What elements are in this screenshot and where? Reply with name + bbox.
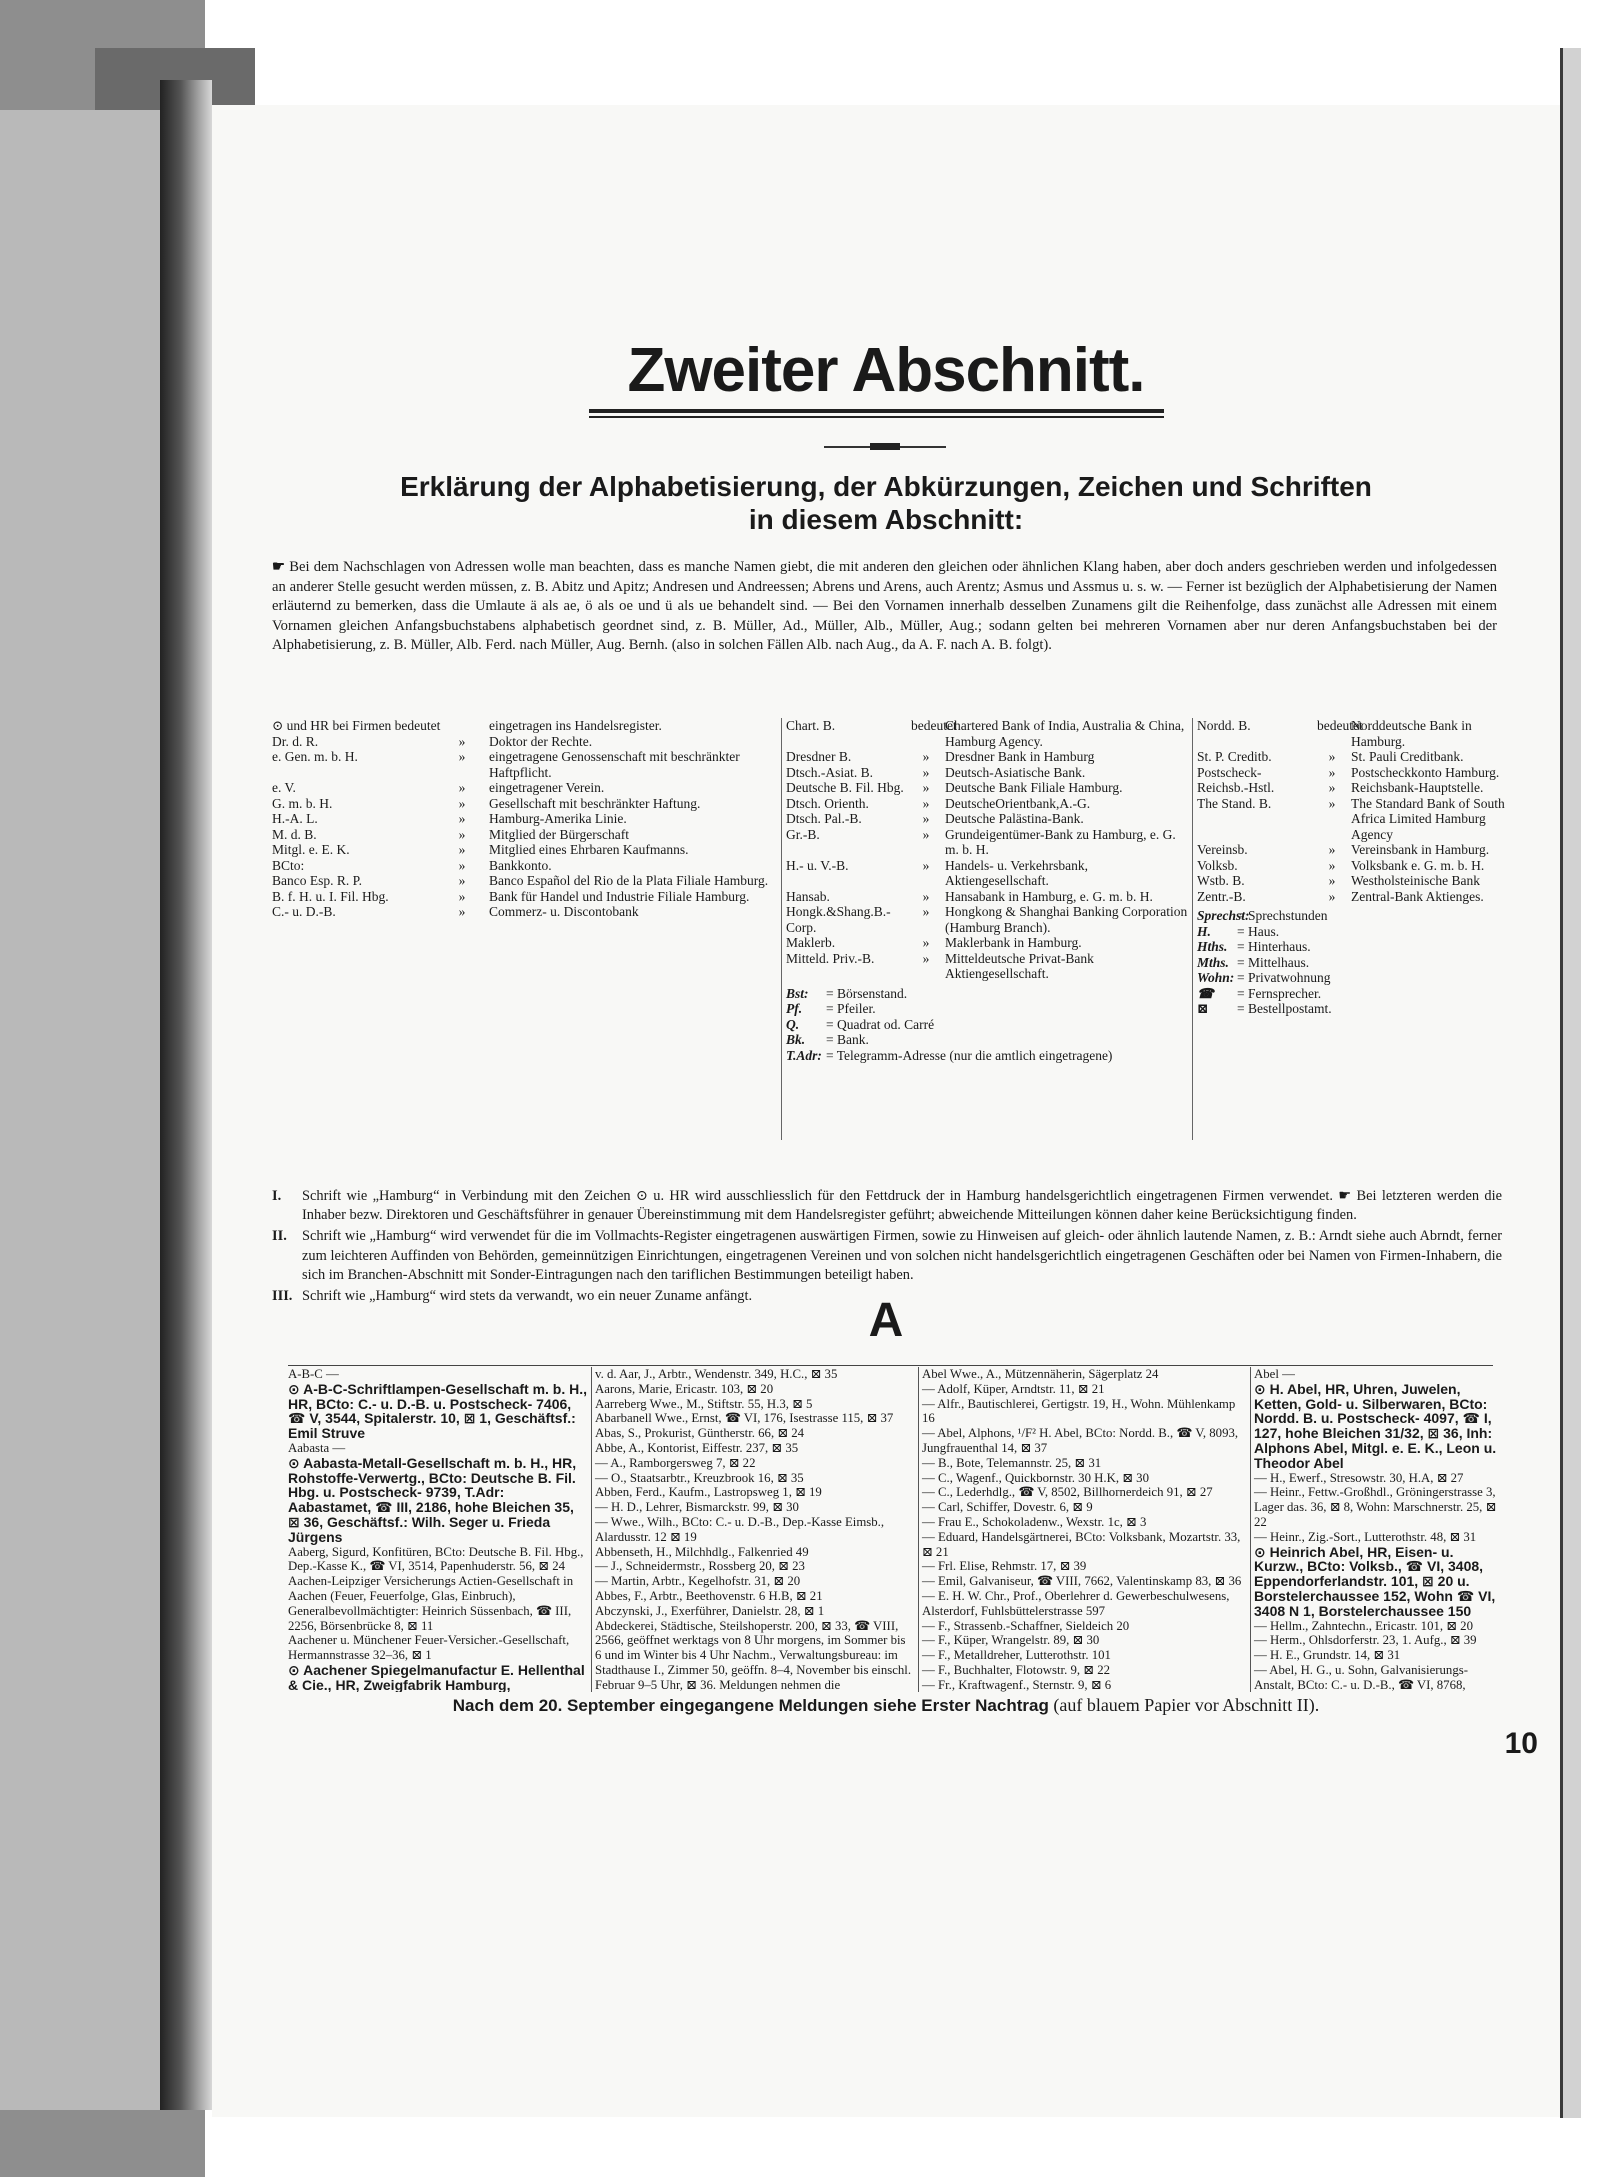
directory-entry: Abbe, A., Kontorist, Eiffestr. 237, ⊠ 35 xyxy=(595,1440,799,1455)
directory-entry: Abel Wwe., A., Mützennäherin, Sägerplatz 24 xyxy=(922,1367,1159,1381)
symbol-meaning: = Haus. xyxy=(1237,923,1280,939)
abbreviation-marker: » xyxy=(1328,857,1336,873)
abbreviation-row xyxy=(786,935,1191,951)
symbol-meaning: = Börsenstand. xyxy=(826,985,908,1001)
abbreviation-term: Chart. B. xyxy=(786,718,836,733)
abbreviation-row xyxy=(786,718,1191,749)
abbreviation-term: Zentr.-B. xyxy=(1197,888,1246,904)
abbreviation-meaning: Mitglied der Bürgerschaft xyxy=(489,826,629,842)
abbreviation-row xyxy=(272,718,777,734)
symbol-meaning: = Sprechstunden xyxy=(1237,908,1328,923)
scan-right-border xyxy=(1560,48,1581,2118)
directory-entry: — F., Buchhalter, Flotowstr. 9, ⊠ 22 xyxy=(922,1662,1110,1677)
typeface-text: Schrift wie „Hamburg“ in Verbindung mit den Zeichen ⊙ u. HR wird ausschliesslich für den Fettdruck der in Hamburg handelsgerichtlich eingetragenen Firmen verwendet. ☛ Bei letzteren werden die Inhaber bezw. Direktoren und Geschäftsführer in genauer Übereinstimmung mit dem Handelsregister geführt; abweichende Mitteilungen können daher keine Berücksichtigung finden. xyxy=(302,1188,1502,1224)
abbreviation-meaning: eingetragen ins Handelsregister. xyxy=(489,718,662,733)
abbreviation-row xyxy=(1197,749,1509,765)
abbreviation-term: St. P. Creditb. xyxy=(1197,749,1272,764)
abbreviation-marker: » xyxy=(458,826,466,842)
title-underline-thick xyxy=(589,409,1164,413)
typeface-paragraph xyxy=(272,1227,1502,1285)
directory-column-4 xyxy=(1250,1367,1497,1692)
symbol-meaning: = Privatwohnung xyxy=(1237,970,1331,985)
abbreviation-meaning: Handels- u. Verkehrsbank, Aktiengesellschaft. xyxy=(945,857,1088,888)
directory-entry: — C., Wagenf., Quickbornstr. 30 H.K, ⊠ 30 xyxy=(922,1470,1149,1485)
abbreviation-meaning: Banco Español del Rio de la Plata Filiale Hamburg. xyxy=(489,873,769,888)
directory-entry: Aaberg, Sigurd, Konfitüren, BCto: Deutsche B. Fil. Hbg., Dep.-Kasse K., ☎ VI, 3514, Papenhuderstr. 56, ⊠ 24 xyxy=(288,1544,584,1574)
abbreviation-meaning: Doktor der Rechte. xyxy=(489,733,593,749)
abbreviation-marker: » xyxy=(922,935,930,950)
directory-entry: ⊙ Aabasta-Metall-Gesellschaft m. b. H., HR, Rohstoffe-Verwertg., BCto: Deutsche B. Fil. Hbg. u. Postscheck- 9739, T.Adr: Aabastamet, ☎ III, 2186, hohe Bleichen 35, ⊠ 36, Geschäftsf.: Wilh. Seger u. Frieda Jürgens xyxy=(288,1454,577,1545)
abbreviation-term: Vereinsb. xyxy=(1197,842,1248,857)
section-title: Zweiter Abschnitt. xyxy=(627,336,1145,405)
abbreviation-marker: » xyxy=(1328,888,1336,904)
symbol-row xyxy=(1197,986,1509,1002)
directory-entry: ⊙ A-B-C-Schriftlampen-Gesellschaft m. b. H., HR, BCto: C.- u. D.-B. u. Postscheck- 7406, ☎ V, 3544, Spitalerstr. 10, ⊠ 1, Geschäftsf.: Emil Struve xyxy=(288,1380,588,1442)
symbol-row xyxy=(786,986,1191,1002)
symbol-meaning: = Quadrat od. Carré xyxy=(826,1016,935,1032)
directory-entry: A-B-C — xyxy=(288,1367,339,1381)
scan-top-margin xyxy=(0,0,1600,48)
address-directory xyxy=(288,1367,1497,1692)
symbol-row xyxy=(786,1048,1191,1064)
ornament-center xyxy=(870,443,900,450)
abbreviation-term: Dresdner B. xyxy=(786,749,852,764)
abbreviation-marker: » xyxy=(458,749,466,764)
directory-entry: — H. D., Lehrer, Bismarckstr. 99, ⊠ 30 xyxy=(595,1500,799,1515)
directory-entry: — B., Bote, Telemannstr. 25, ⊠ 31 xyxy=(922,1455,1102,1470)
abbreviation-column-1 xyxy=(272,718,777,1140)
abbreviation-row xyxy=(1197,718,1509,749)
symbol-meaning: = Hinterhaus. xyxy=(1237,939,1311,954)
abbreviation-row xyxy=(1197,873,1509,889)
abbreviation-marker: » xyxy=(1328,873,1336,888)
abbreviation-row xyxy=(272,889,777,905)
abbreviation-meaning: Mitteldeutsche Privat-Bank Aktiengesellschaft. xyxy=(945,950,1094,981)
symbol-term: Hths. xyxy=(1197,939,1228,954)
section-letter: A xyxy=(868,1294,904,1347)
abbreviation-marker: » xyxy=(458,842,466,857)
directory-entry: Abbes, F., Arbtr., Beethovenstr. 6 H.B, ⊠ 21 xyxy=(595,1588,823,1603)
abbreviation-marker: » xyxy=(922,826,930,842)
abbreviation-marker: » xyxy=(922,780,930,795)
symbol-term: H. xyxy=(1197,923,1211,939)
directory-entry: — F., Metalldreher, Lutterothstr. 101 xyxy=(922,1648,1111,1663)
abbreviation-term: Reichsb.-Hstl. xyxy=(1197,780,1275,795)
abbreviation-row xyxy=(786,765,1191,781)
abbreviation-meaning: Maklerbank in Hamburg. xyxy=(945,935,1082,950)
abbreviation-term: Mitgl. e. E. K. xyxy=(272,842,350,857)
abbreviation-meaning: Commerz- u. Discontobank xyxy=(489,904,639,919)
abbreviation-marker: » xyxy=(458,904,466,919)
footer-note xyxy=(212,1695,1560,1716)
abbreviation-meaning: Bankkonto. xyxy=(489,857,552,873)
symbol-term: Q. xyxy=(786,1016,800,1032)
abbreviation-meaning: Hansabank in Hamburg, e. G. m. b. H. xyxy=(945,888,1153,904)
abbreviation-meaning: St. Pauli Creditbank. xyxy=(1351,749,1464,764)
abbreviation-meaning: eingetragener Verein. xyxy=(489,780,605,795)
abbreviation-term: Deutsche B. Fil. Hbg. xyxy=(786,780,904,795)
abbreviation-meaning: Westholsteinische Bank xyxy=(1351,873,1481,888)
document-page xyxy=(212,105,1560,2117)
symbol-term: Pf. xyxy=(786,1001,803,1016)
directory-entry: Abczynski, J., Exerführer, Danielstr. 28, ⊠ 1 xyxy=(595,1603,825,1618)
abbreviation-term: e. V. xyxy=(272,780,296,795)
typeface-number: II. xyxy=(272,1228,287,1245)
title-underline-thin xyxy=(589,416,1164,418)
directory-entry: v. d. Aar, J., Arbtr., Wendenstr. 349, H.C., ⊠ 35 xyxy=(595,1367,838,1381)
abbreviation-row xyxy=(272,780,777,796)
directory-entry: Aachen-Leipziger Versicherungs Actien-Gesellschaft in Aachen (Feuer, Feuerfolge, Glas, Einbruch), Generalbevollmächtigter: Heinrich Süssenbach, ☎ III, 2256, Börsenbrücke 8, ⊠ 11 xyxy=(288,1574,574,1633)
directory-entry: — Eduard, Handelsgärtnerei, BCto: Volksbank, Mozartstr. 33, ⊠ 21 xyxy=(922,1529,1241,1559)
abbreviation-row xyxy=(1197,796,1509,843)
abbreviation-term: The Stand. B. xyxy=(1197,795,1272,811)
directory-column-1 xyxy=(288,1367,588,1692)
abbreviation-marker: » xyxy=(922,888,930,904)
symbol-term: Wohn: xyxy=(1197,970,1235,985)
abbreviation-row xyxy=(272,842,777,858)
directory-entry: — Wwe., Wilh., BCto: C.- u. D.-B., Dep.-Kasse Eimsb., Alardusstr. 12 ⊠ 19 xyxy=(595,1514,885,1544)
pointing-hand-icon: ☛ xyxy=(272,559,286,575)
abbreviation-meaning: Gesellschaft mit beschränkter Haftung. xyxy=(489,795,701,811)
facing-page-edge xyxy=(0,110,160,2110)
symbol-meaning: = Mittelhaus. xyxy=(1237,954,1310,970)
abbreviation-marker: » xyxy=(458,873,466,888)
symbol-row xyxy=(786,1001,1191,1017)
directory-entry: ⊙ H. Abel, HR, Uhren, Juwelen, Ketten, Gold- u. Silberwaren, BCto: Nordd. B. u. Postscheck- 4097, ☎ I, 127, hohe Bleichen 31/32, ⊠ 36, Inh: Alphons Abel, Mitgl. e. E. K., Leon u. Theodor Abel xyxy=(1254,1380,1497,1471)
section-subtitle xyxy=(252,470,1520,536)
abbreviation-row xyxy=(272,796,777,812)
abbreviation-term: Wstb. B. xyxy=(1197,873,1245,888)
directory-entry: — Abel, Alphons, ¹/F² H. Abel, BCto: Nordd. B., ☎ V, 8093, Jungfrauenthal 14, ⊠ 37 xyxy=(922,1426,1239,1455)
symbol-row xyxy=(1197,955,1509,971)
abbreviation-meaning: Postscheckkonto Hamburg. xyxy=(1351,764,1500,780)
symbol-meaning: = Pfeiler. xyxy=(826,1001,876,1016)
abbreviation-row xyxy=(272,904,777,920)
directory-entry: — Abel, H. G., u. Sohn, Galvanisierungs-Anstalt, BCto: C.- u. D.-B., ☎ VI, 8768, xyxy=(1254,1662,1468,1692)
abbreviation-row xyxy=(272,734,777,750)
abbreviation-term: Dtsch.-Asiat. B. xyxy=(786,764,873,780)
abbreviation-row xyxy=(272,858,777,874)
directory-entry: — Heinr., Zig.-Sort., Lutterothstr. 48, ⊠ 31 xyxy=(1254,1529,1477,1544)
abbreviation-row xyxy=(272,827,777,843)
abbreviation-row xyxy=(1197,842,1509,858)
abbreviation-row xyxy=(786,889,1191,905)
abbreviation-meaning: Zentral-Bank Aktienges. xyxy=(1351,888,1484,904)
abbreviation-meaning: Chartered Bank of India, Australia & China, Hamburg Agency. xyxy=(945,718,1185,749)
abbreviation-meaning: Volksbank e. G. m. b. H. xyxy=(1351,857,1485,873)
abbreviation-meaning: DeutscheOrientbank,A.-G. xyxy=(945,795,1091,811)
abbreviation-row xyxy=(1197,858,1509,874)
abbreviation-meaning: Grundeigentümer-Bank zu Hamburg, e. G. m. b. H. xyxy=(945,826,1176,857)
abbreviation-term: C.- u. D.-B. xyxy=(272,904,336,919)
abbreviation-row xyxy=(786,827,1191,858)
abbreviation-row xyxy=(1197,889,1509,905)
abbreviation-marker xyxy=(447,718,477,734)
directory-entry: Abarbanell Wwe., Ernst, ☎ VI, 176, Isestrasse 115, ⊠ 37 xyxy=(595,1411,894,1426)
abbreviation-term: BCto: xyxy=(272,857,305,873)
abbreviation-term: Hansab. xyxy=(786,888,830,904)
abbreviation-meaning: Hongkong & Shanghai Banking Corporation (Hamburg Branch). xyxy=(945,904,1188,935)
abbreviation-column-3 xyxy=(1192,718,1509,1140)
abbreviation-row xyxy=(272,873,777,889)
abbreviation-marker: » xyxy=(1328,842,1336,857)
abbreviation-row xyxy=(786,951,1191,982)
directory-entry: — Herm., Ohlsdorferstr. 23, 1. Aufg., ⊠ 39 xyxy=(1254,1633,1477,1648)
abbreviation-marker: » xyxy=(922,795,930,811)
abbreviation-marker: » xyxy=(458,888,466,904)
directory-column-3 xyxy=(918,1367,1246,1692)
abbreviation-marker: » xyxy=(458,780,466,795)
subtitle-line-2: in diesem Abschnitt: xyxy=(748,504,1024,535)
directory-entry: ⊙ Heinrich Abel, HR, Eisen- u. Kurzw., BCto: Volksb., ☎ VI, 3408, Eppendorferlandstr. 101, ⊠ 20 u. Borstelerchaussee 152, Wohn ☎ VI, 3408 N 1, Borstelerchaussee 150 xyxy=(1254,1543,1496,1619)
abbreviation-meaning: Vereinsbank in Hamburg. xyxy=(1351,842,1490,857)
directory-entry: — E. H. W. Chr., Prof., Oberlehrer d. Gewerbeschulwesens, Alsterdorf, Fuhlsbüttelerstrasse 597 xyxy=(922,1588,1230,1618)
directory-entry: ⊙ Aachener Spiegelmanufactur E. Hellenthal & Cie., HR, Zweigfabrik Hamburg, xyxy=(288,1661,585,1692)
abbreviation-marker: bedeutet xyxy=(911,718,957,733)
abbreviation-term: G. m. b. H. xyxy=(272,795,333,811)
symbol-meaning: = Telegramm-Adresse (nur die amtlich eingetragene) xyxy=(826,1047,1113,1063)
symbol-legend xyxy=(1197,908,1509,1017)
abbreviation-row xyxy=(1197,780,1509,796)
directory-entry: Abas, S., Prokurist, Güntherstr. 66, ⊠ 24 xyxy=(595,1426,805,1441)
symbol-term: ☎ xyxy=(1197,985,1214,1001)
abbreviation-marker: » xyxy=(458,857,466,873)
directory-entry: — J., Schneidermstr., Rossberg 20, ⊠ 23 xyxy=(595,1559,805,1574)
abbreviation-marker: » xyxy=(458,795,466,811)
abbreviation-meaning: Norddeutsche Bank in Hamburg. xyxy=(1351,718,1472,749)
abbreviation-marker: bedeutet xyxy=(1317,718,1363,733)
directory-entry: — Hellm., Zahntechn., Ericastr. 101, ⊠ 20 xyxy=(1254,1618,1473,1633)
abbreviation-marker: » xyxy=(922,857,930,873)
directory-column-2 xyxy=(591,1367,915,1692)
page-number: 10 xyxy=(1504,1727,1538,1760)
abbreviation-meaning: Deutsch-Asiatische Bank. xyxy=(945,764,1086,780)
symbol-meaning: = Bank. xyxy=(826,1032,869,1047)
abbreviation-marker: » xyxy=(1328,749,1336,764)
abbreviation-term: ⊙ und HR bei Firmen bedeutet xyxy=(272,718,441,733)
abbreviation-marker: » xyxy=(1328,764,1336,780)
intro-paragraph xyxy=(272,558,1497,656)
symbol-term: Mths. xyxy=(1197,954,1229,970)
abbreviation-term: Dr. d. R. xyxy=(272,733,319,749)
abbreviation-term: Dtsch. Pal.-B. xyxy=(786,811,862,826)
abbreviation-marker: » xyxy=(458,733,466,749)
abbreviation-term: Postscheck- xyxy=(1197,764,1262,780)
directory-entry: Aabasta — xyxy=(288,1440,346,1455)
symbol-row xyxy=(1197,1001,1509,1017)
symbol-term: ⊠ xyxy=(1197,1001,1209,1016)
directory-top-rule xyxy=(288,1365,1493,1366)
typeface-text: Schrift wie „Hamburg“ wird stets da verwandt, wo ein neuer Zuname anfängt. xyxy=(302,1288,753,1305)
directory-entry: Aachener u. Münchener Feuer-Versicher.-Gesellschaft, Hermannstrasse 32–36, ⊠ 1 xyxy=(288,1633,570,1663)
abbreviation-term: Nordd. B. xyxy=(1197,718,1251,733)
directory-entry: — H. E., Grundstr. 14, ⊠ 31 xyxy=(1254,1648,1401,1663)
abbreviation-table xyxy=(272,718,1505,1148)
directory-entry: — Fr., Kraftwagenf., Sternstr. 9, ⊠ 6 xyxy=(922,1677,1112,1692)
directory-entry: — Emil, Galvaniseur, ☎ VIII, 7662, Valentinskamp 83, ⊠ 36 xyxy=(922,1574,1242,1589)
abbreviation-term: M. d. B. xyxy=(272,826,317,842)
typeface-explanations xyxy=(272,1187,1502,1308)
typeface-number: III. xyxy=(272,1288,293,1305)
book-gutter-shadow xyxy=(160,80,212,2110)
directory-entry: Aarreberg Wwe., M., Stiftstr. 55, H.3, ⊠ 5 xyxy=(595,1396,813,1411)
typeface-text: Schrift wie „Hamburg“ wird verwendet für die im Vollmachts-Register eingetragenen auswärtigen Firmen, sowie zu Hinweisen auf gleich- oder ähnlich lautende Namen, z. B.: Arndt siehe auch Abrndt, ferner zum leichteren Auffinden von Behörden, gemeinnützigen Einrichtungen, eingetragenen Vereinen und von solchen nicht handelsgerichtlich eingetragenen Geschäften oder bei Namen von Firmen-Inhabern, die sich im Branchen-Abschnitt mit Sonder-Eintragungen nach den tariflichen Bestimmungen beteiligt haben. xyxy=(302,1228,1502,1283)
symbol-term: T.Adr: xyxy=(786,1047,822,1063)
directory-entry: — F., Küper, Wrangelstr. 89, ⊠ 30 xyxy=(922,1633,1100,1648)
abbreviation-term: Maklerb. xyxy=(786,935,836,950)
directory-entry: Aarons, Marie, Ericastr. 103, ⊠ 20 xyxy=(595,1381,774,1396)
symbol-row xyxy=(786,1017,1191,1033)
abbreviation-marker: » xyxy=(922,950,930,966)
abbreviation-term: e. Gen. m. b. H. xyxy=(272,749,358,764)
abbreviation-term: Volksb. xyxy=(1197,857,1238,873)
abbreviation-meaning: eingetragene Genossenschaft mit beschränkter Haftpflicht. xyxy=(489,749,740,780)
abbreviation-term: H.-A. L. xyxy=(272,811,318,826)
abbreviation-row xyxy=(272,811,777,827)
directory-entry: — C., Lederhdlg., ☎ V, 8502, Billhornerdeich 91, ⊠ 27 xyxy=(922,1485,1213,1500)
directory-entry: — O., Staatsarbtr., Kreuzbrook 16, ⊠ 35 xyxy=(595,1470,804,1485)
abbreviation-marker: » xyxy=(922,904,930,919)
abbreviation-term: Dtsch. Orienth. xyxy=(786,795,869,811)
abbreviation-row xyxy=(786,749,1191,765)
abbreviation-term: B. f. H. u. I. Fil. Hbg. xyxy=(272,888,389,904)
typeface-number: I. xyxy=(272,1188,282,1204)
symbol-term: Bst: xyxy=(786,985,809,1001)
abbreviation-term: Mitteld. Priv.-B. xyxy=(786,950,875,966)
symbol-term: Bk. xyxy=(786,1032,806,1047)
abbreviation-row xyxy=(786,904,1191,935)
abbreviation-row xyxy=(272,749,777,780)
symbol-row xyxy=(1197,908,1509,924)
directory-entry: Abbenseth, H., Milchhdlg., Falkenried 49 xyxy=(595,1544,809,1559)
abbreviation-row xyxy=(786,780,1191,796)
footer-note-plain: (auf blauem Papier vor Abschnitt II). xyxy=(1053,1695,1320,1715)
directory-entry: — Heinr., Fettw.-Großhdl., Gröningerstrasse 3, Lager das. 36, ⊠ 8, Wohn: Marschnerstr. 25, ⊠ 22 xyxy=(1254,1485,1497,1529)
directory-entry: — A., Ramborgersweg 7, ⊠ 22 xyxy=(595,1455,756,1470)
abbreviation-row xyxy=(786,858,1191,889)
directory-entry: — Alfr., Bautischlerei, Gertigstr. 19, H., Wohn. Mühlenkamp 16 xyxy=(922,1396,1236,1426)
symbol-meaning: = Fernsprecher. xyxy=(1237,985,1322,1001)
intro-text: Bei dem Nachschlagen von Adressen wolle man beachten, dass es manche Namen giebt, die mit anderen den gleichen oder ähnlichen Klang haben, aber doch anders geschrieben werden und infolgedessen an anderer Stelle gesucht werden müssen, z. B. Abitz und Apitz; Andresen und Andreessen; Abrens und Arens, auch Arentz; Asmus und Assmus u. s. w. — Ferner ist bezüglich der Alphabetisierung der Namen erläuternd zu bemerken, dass die Umlaute ä als ae, ö als oe und ü als ue behandelt sind. — Bei den Vornamen innerhalb desselben Zunamens gilt die Reihenfolge, dass zunächst alle Adressen mit einem Vornamen gleichen Anfangsbuchstabens alphabetisch geordnet sind, z. B. Müller, Ad., Müller, Alb., Müller, Aug.; sodann gelten bei mehreren Vornamen aber nur deren Anfangsbuchstaben bei der Alphabetisierung, z. B. Müller, Alb. Ferd. nach Müller, Aug. Bernh. (also in solchen Fällen Alb. nach Aug., da A. F. nach A. B. folgt). xyxy=(272,559,1497,653)
abbreviation-marker: » xyxy=(922,764,930,780)
directory-entry: — Martin, Arbtr., Kegelhofstr. 31, ⊠ 20 xyxy=(595,1574,801,1589)
footer-note-bold: Nach dem 20. September eingegangene Meldungen siehe Erster Nachtrag xyxy=(452,1696,1049,1715)
abbreviation-row xyxy=(786,811,1191,827)
symbol-row xyxy=(1197,924,1509,940)
abbreviation-meaning: The Standard Bank of South Africa Limited Hamburg Agency xyxy=(1351,795,1505,842)
typeface-paragraph xyxy=(272,1187,1502,1225)
symbol-legend xyxy=(786,986,1191,1064)
directory-entry: Abel — xyxy=(1254,1367,1295,1381)
directory-entry: Abdeckerei, Städtische, Steilshoperstr. 200, ⊠ 33, ☎ VIII, 2566, geöffnet werktags von 8 Uhr morgens, im Sommer bis 6 und im Winter bis 4 Uhr Nachm., Verwaltungsbureau: im Stadthause I., Zimmer 50, geöffn. 8–4, November bis einschl. Februar 9–5 Uhr, ⊠ 36. Meldungen nehmen die xyxy=(595,1618,912,1692)
abbreviation-term: Banco Esp. R. P. xyxy=(272,873,363,888)
abbreviation-row xyxy=(1197,765,1509,781)
abbreviation-marker: » xyxy=(1328,795,1336,811)
abbreviation-meaning: Deutsche Palästina-Bank. xyxy=(945,811,1084,826)
abbreviation-meaning: Mitglied eines Ehrbaren Kaufmanns. xyxy=(489,842,689,857)
directory-entry: — Carl, Schiffer, Dovestr. 6, ⊠ 9 xyxy=(922,1500,1093,1515)
directory-entry: — H., Ewerf., Stresowstr. 30, H.A, ⊠ 27 xyxy=(1254,1470,1464,1485)
abbreviation-row xyxy=(786,796,1191,812)
abbreviation-meaning: Reichsbank-Hauptstelle. xyxy=(1351,780,1484,795)
abbreviation-marker: » xyxy=(1328,780,1336,795)
directory-entry: — Frl. Elise, Rehmstr. 17, ⊠ 39 xyxy=(922,1559,1087,1574)
symbol-meaning: = Bestellpostamt. xyxy=(1237,1001,1332,1016)
abbreviation-meaning: Bank für Handel und Industrie Filiale Hamburg. xyxy=(489,888,750,904)
abbreviation-marker: » xyxy=(922,749,930,764)
symbol-row xyxy=(1197,939,1509,955)
abbreviation-meaning: Deutsche Bank Filiale Hamburg. xyxy=(945,780,1123,795)
directory-entry: Abben, Ferd., Kaufm., Lastropsweg 1, ⊠ 19 xyxy=(595,1485,822,1500)
symbol-term: Sprechst: xyxy=(1197,908,1250,923)
abbreviation-term: Gr.-B. xyxy=(786,826,820,842)
abbreviation-marker: » xyxy=(922,811,930,826)
symbol-row xyxy=(1197,970,1509,986)
abbreviation-meaning: Hamburg-Amerika Linie. xyxy=(489,811,627,826)
abbreviation-meaning: Dresdner Bank in Hamburg xyxy=(945,749,1095,764)
directory-entry: — F., Strassenb.-Schaffner, Sieldeich 20 xyxy=(922,1618,1130,1633)
abbreviation-marker: » xyxy=(458,811,466,826)
symbol-row xyxy=(786,1032,1191,1048)
subtitle-line-1: Erklärung der Alphabetisierung, der Abkürzungen, Zeichen und Schriften xyxy=(400,471,1372,502)
directory-entry: — Adolf, Küper, Arndtstr. 11, ⊠ 21 xyxy=(922,1381,1105,1396)
abbreviation-column-2 xyxy=(781,718,1191,1140)
abbreviation-term: Hongk.&Shang.B.-Corp. xyxy=(786,904,891,935)
abbreviation-term: H.- u. V.-B. xyxy=(786,857,849,873)
directory-entry: — Frau E., Schokoladenw., Wexstr. 1c, ⊠ 3 xyxy=(922,1514,1147,1529)
